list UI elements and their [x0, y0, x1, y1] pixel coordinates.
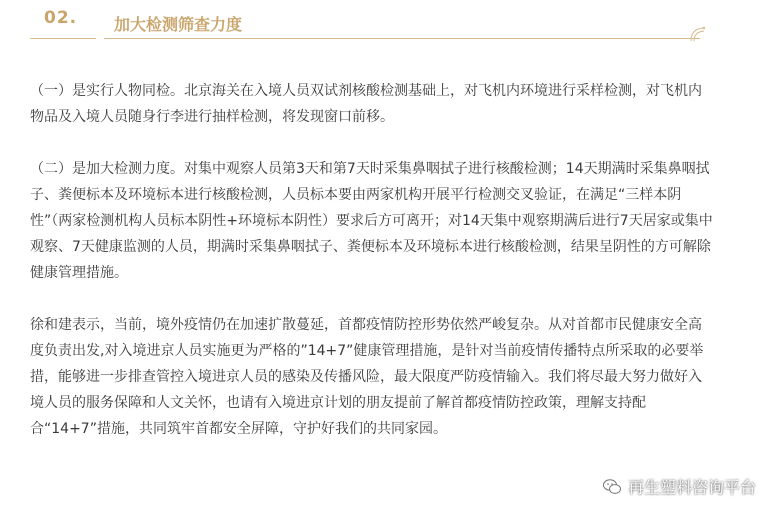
- section-number: 02.: [44, 8, 78, 28]
- watermark-text: 再生塑料咨询平台: [627, 478, 756, 497]
- divider: [104, 38, 700, 39]
- divider: [30, 38, 96, 39]
- section-title: 加大检测筛查力度: [114, 15, 243, 34]
- paragraph: 徐和建表示，当前，境外疫情仍在加速扩散蔓延，首都疫情防控形势依然严峻复杂。从对首都市民健康安全高度负责出发,对入境进京人员实施更为严格的”14+7”健康管理措施，是针对当前疫情传播特点所采取的必要举措，能够进一步排查管控入境进京人员的感染及传播风险，最大限度严防疫情输入。我们将尽最大努力做好入境人员的服务保障和人文关怀，也请有入境进京计划的朋友提前了解首都疫情防控政策，理解支持配合“14+7”措施，共同筑牢首都安全屏障，守护好我们的共同家园。: [30, 317, 704, 437]
- article-body: [30, 78, 714, 468]
- corner-ornament-icon: [689, 25, 707, 43]
- watermark: [602, 475, 756, 498]
- section-header: [0, 0, 778, 44]
- paragraph: （一）是实行人物同检。北京海关在入境人员双试剂核酸检测基础上，对飞机内环境进行采样检测，对飞机内物品及入境人员随身行李进行抽样检测，将发现窗口前移。: [30, 83, 702, 125]
- paragraph: （二）是加大检测力度。对集中观察人员第3天和第7天时采集鼻咽拭子进行核酸检测；14天期满时采集鼻咽拭子、粪便标本及环境标本进行核酸检测，人员标本要由两家机构开展平行检测交叉验证，在满足“三样本阴性”（两家检测机构人员标本阴性+环境标本阴性）要求后方可离开；对14天集中观察期满后进行7天居家或集中观察、7天健康监测的人员，期满时采集鼻咽拭子、粪便标本及环境标本进行核酸检测，结果呈阴性的方可解除健康管理措施。: [30, 161, 713, 281]
- wechat-icon: [602, 477, 622, 497]
